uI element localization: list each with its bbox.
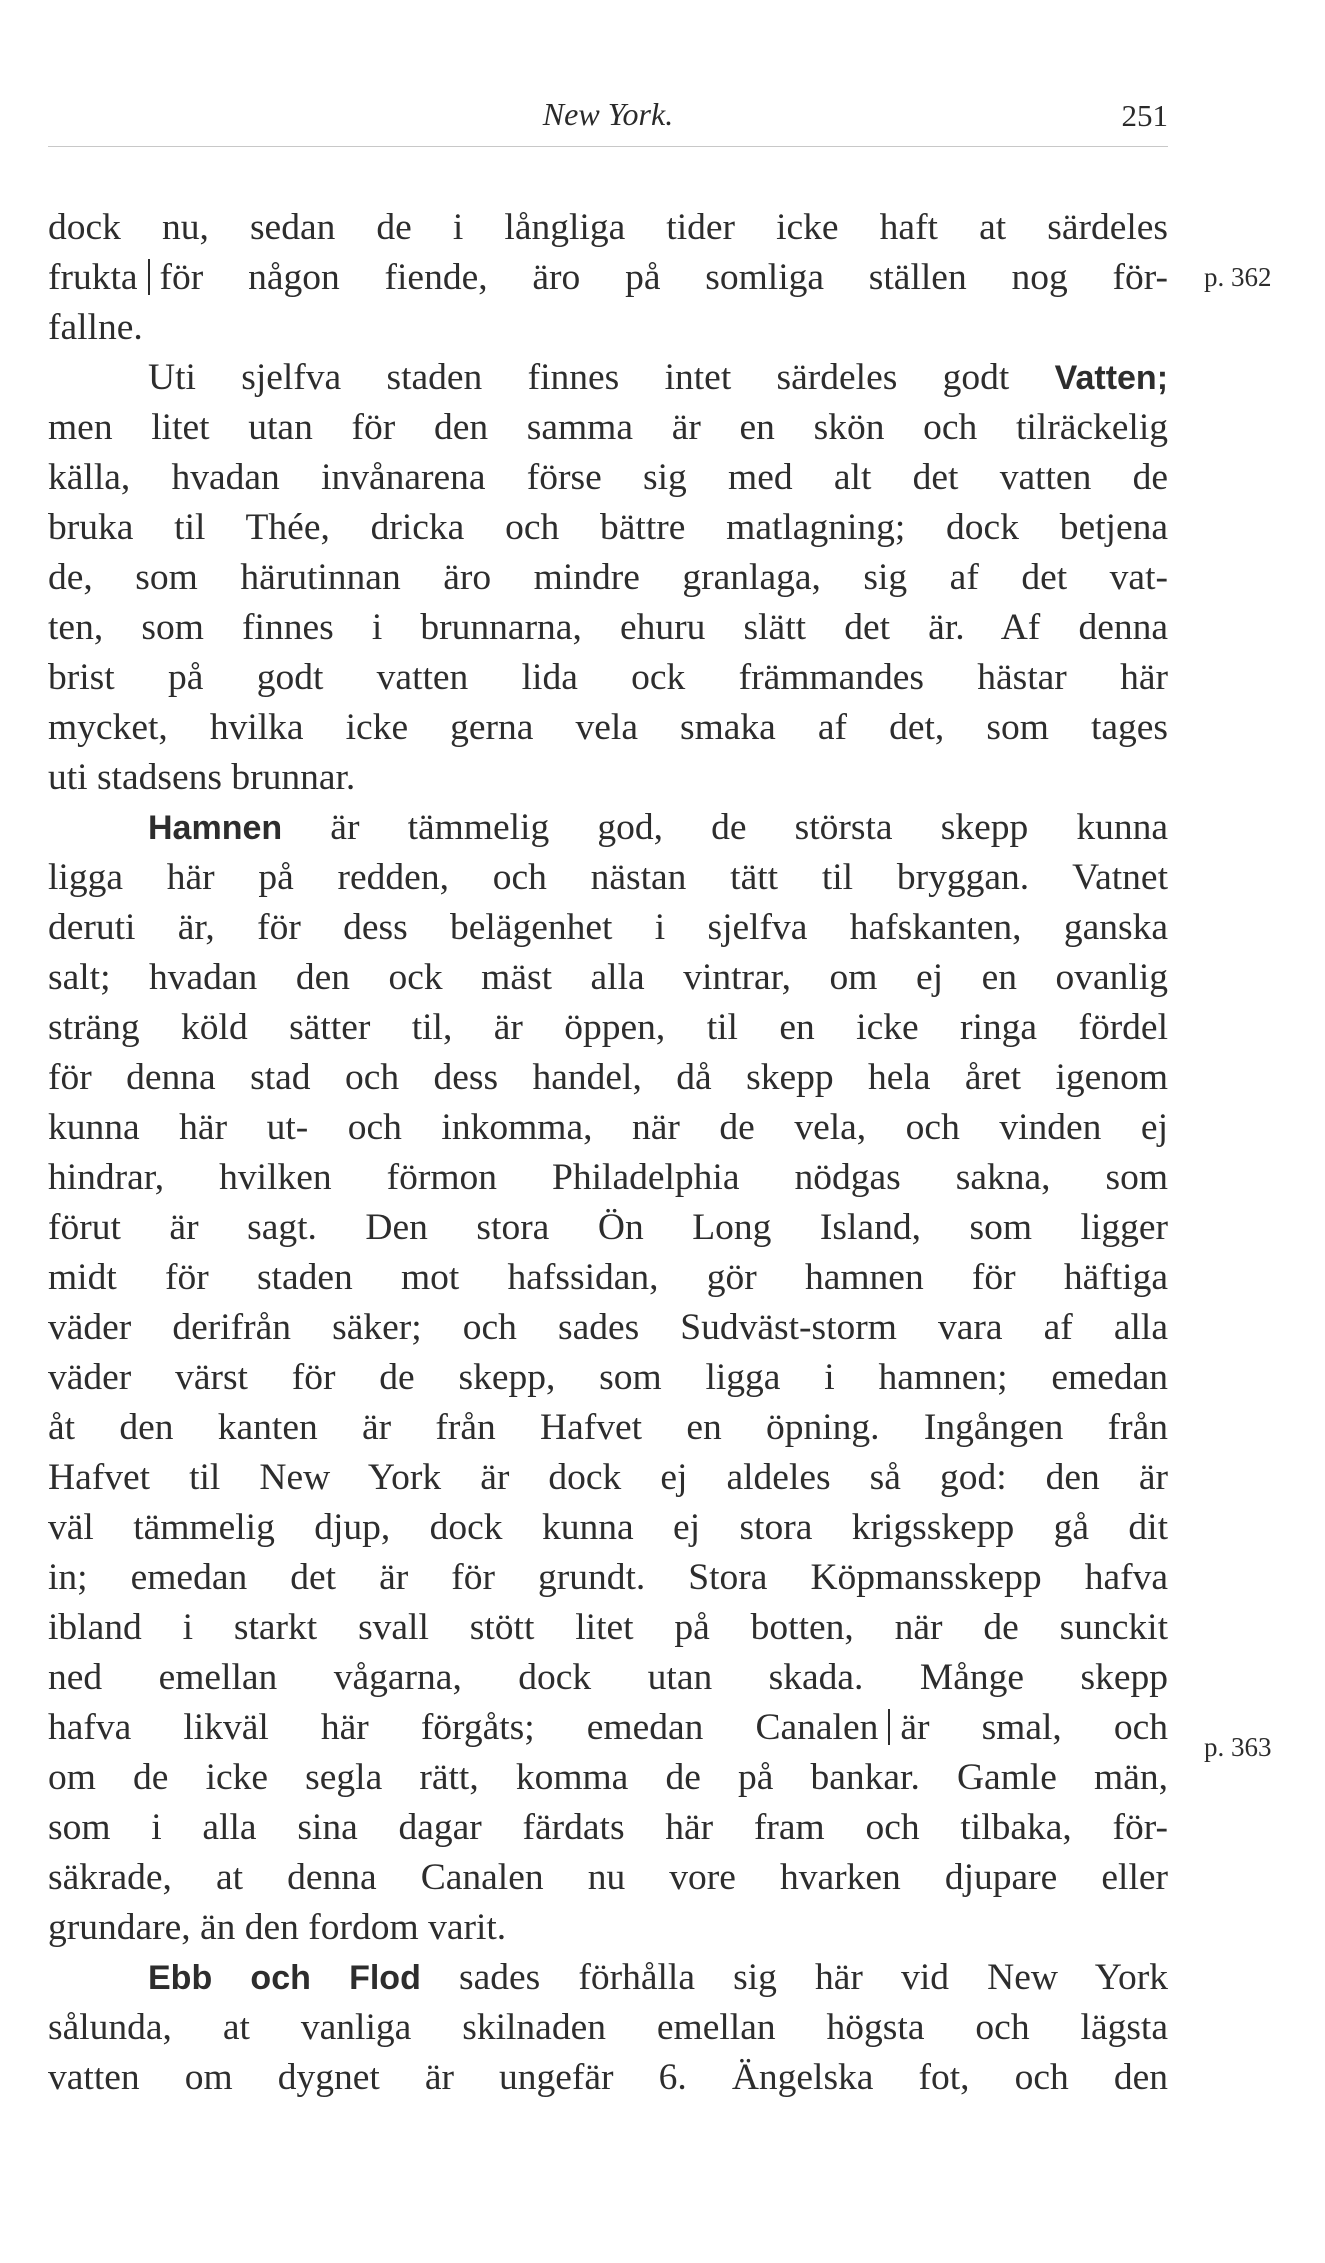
- margin-note-p363: p. 363: [1204, 1732, 1272, 1762]
- page-break-marker: [148, 259, 150, 295]
- text-line: grundare, än den fordom varit.: [48, 1907, 507, 1948]
- text-line: kunna här ut- och inkomma, när de vela, och vinden ej: [48, 1107, 1168, 1148]
- margin-note-p362: p. 362: [1204, 262, 1272, 292]
- text-line: väder värst för de skepp, som ligga i hamnen; emedan: [48, 1357, 1168, 1398]
- text-line: uti stadsens brunnar.: [48, 757, 356, 798]
- text-line: väder derifrån säker; och sades Sudväst-storm vara af alla: [48, 1307, 1168, 1348]
- text-line: sträng köld sätter til, är öppen, til en icke ringa fördel: [48, 1007, 1168, 1048]
- text-span: hafva likväl här förgåts; emedan Canalen: [48, 1707, 879, 1748]
- keyword-ebb-och-flod: Ebb och Flod: [148, 1959, 421, 1997]
- text-line: brist på godt vatten lida ock främmandes hästar här: [48, 657, 1168, 698]
- text-span: för någon fiende, äro på somliga ställen nog för-: [159, 257, 1168, 298]
- keyword-hamnen: Hamnen: [148, 809, 283, 847]
- text-line: för denna stad och dess handel, då skepp hela året igenom: [48, 1057, 1168, 1098]
- text-line: åt den kanten är från Hafvet en öpning. Ingången från: [48, 1407, 1168, 1448]
- text-span: Uti sjelfva staden finnes intet särdeles godt: [148, 357, 1010, 398]
- text-line: midt för staden mot hafssidan, gör hamnen för häftiga: [48, 1257, 1168, 1298]
- text-line: fallne.: [48, 307, 143, 348]
- text-line: [48, 353, 1168, 403]
- text-line: källa, hvadan invånarena förse sig med alt det vatten de: [48, 457, 1168, 498]
- keyword-vatten: Vatten;: [1054, 359, 1169, 397]
- running-title: New York.: [542, 96, 674, 132]
- text-line: förut är sagt. Den stora Ön Long Island, som ligger: [48, 1207, 1168, 1248]
- page-break-marker: [888, 1709, 890, 1745]
- text-line: salt; hvadan den ock mäst alla vintrar, om ej en ovanlig: [48, 957, 1168, 998]
- text-line: väl tämmelig djup, dock kunna ej stora krigsskepp gå dit: [48, 1507, 1168, 1548]
- text-line: vatten om dygnet är ungefär 6. Ängelska fot, och den: [48, 2057, 1168, 2098]
- text-line: ligga här på redden, och nästan tätt til bryggan. Vatnet: [48, 857, 1168, 898]
- text-line: hindrar, hvilken förmon Philadelphia nödgas sakna, som: [48, 1157, 1168, 1198]
- text-line: [48, 803, 1168, 853]
- text-line: bruka til Thée, dricka och bättre matlagning; dock betjena: [48, 507, 1168, 548]
- text-line: [48, 1953, 1168, 2003]
- text-line: som i alla sina dagar färdats här fram och tilbaka, för-: [48, 1807, 1168, 1848]
- text-line: säkrade, at denna Canalen nu vore hvarken djupare eller: [48, 1857, 1168, 1898]
- text-span: sades förhålla sig här vid New York: [459, 1957, 1169, 1998]
- text-line: om de icke segla rätt, komma de på bankar. Gamle män,: [48, 1757, 1168, 1798]
- text-line: ten, som finnes i brunnarna, ehuru slätt det är. Af denna: [48, 607, 1168, 648]
- text-line: sålunda, at vanliga skilnaden emellan högsta och lägsta: [48, 2007, 1168, 2048]
- text-line: men litet utan för den samma är en skön och tilräckelig: [48, 407, 1168, 448]
- page-number: 251: [1121, 98, 1168, 133]
- text-line: in; emedan det är för grundt. Stora Köpmansskepp hafva: [48, 1557, 1168, 1598]
- text-line: dock nu, sedan de i långliga tider icke haft at särdeles: [48, 207, 1168, 248]
- header-rule: [48, 146, 1168, 147]
- text-span: är smal, och: [900, 1707, 1168, 1748]
- text-line: mycket, hvilka icke gerna vela smaka af det, som tages: [48, 707, 1168, 748]
- text-line: ned emellan vågarna, dock utan skada. Månge skepp: [48, 1657, 1168, 1698]
- text-line: de, som härutinnan äro mindre granlaga, sig af det vat-: [48, 557, 1168, 598]
- text-line: [48, 253, 1168, 303]
- text-span: är tämmelig god, de största skepp kunna: [330, 807, 1169, 848]
- running-header: [48, 96, 1168, 142]
- text-line: [48, 1703, 1168, 1753]
- text-line: ibland i starkt svall stött litet på botten, när de sunckit: [48, 1607, 1168, 1648]
- text-line: deruti är, för dess belägenhet i sjelfva hafskanten, ganska: [48, 907, 1168, 948]
- text-span: frukta: [48, 257, 138, 298]
- text-line: Hafvet til New York är dock ej aldeles så god: den är: [48, 1457, 1168, 1498]
